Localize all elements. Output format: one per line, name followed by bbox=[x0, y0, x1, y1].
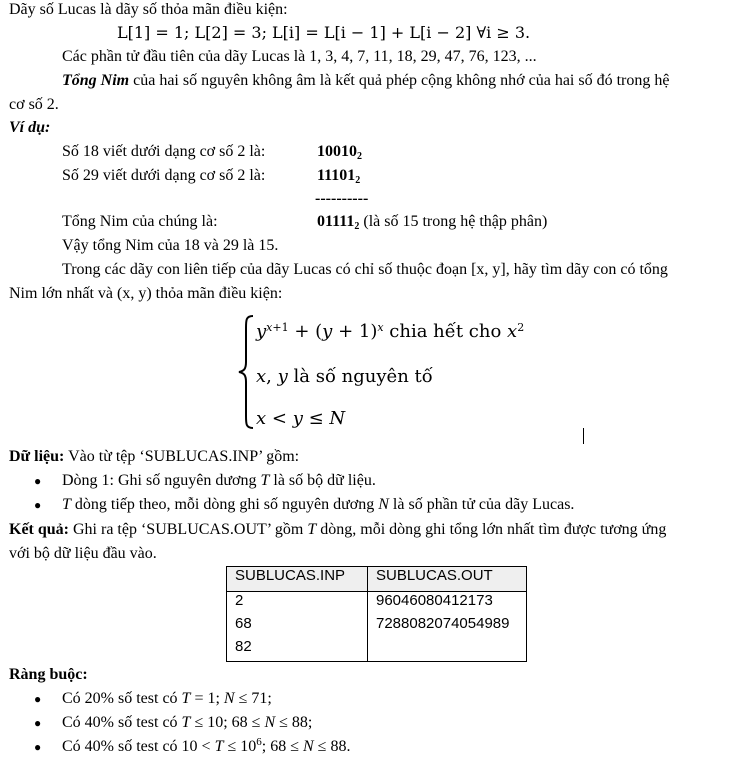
example-row3-label: Tổng Nim của chúng là: bbox=[62, 213, 218, 230]
table-header-row bbox=[227, 567, 527, 592]
example-separator bbox=[315, 189, 368, 209]
bullet-icon: ● bbox=[34, 740, 42, 754]
condition-3: x < y ≤ N bbox=[256, 408, 346, 429]
input-heading: Dữ liệu: bbox=[9, 448, 65, 465]
example-conclusion: Vậy tổng Nim của 18 và 29 là 15. bbox=[62, 237, 279, 254]
intro-line: Dãy số Lucas là dãy số thỏa mãn điều kiện: bbox=[9, 1, 288, 18]
table-row bbox=[227, 638, 527, 662]
bullet-icon: ● bbox=[34, 498, 42, 512]
input-text: Vào từ tệp ‘SUBLUCAS.INP’ gồm: bbox=[64, 448, 300, 465]
base-sub: 2 bbox=[355, 175, 361, 186]
base-sub: 2 bbox=[357, 151, 362, 162]
nim-def-text: của hai số nguyên không âm là kết quả phép cộng không nhớ của hai số đó trong hệ bbox=[129, 72, 670, 89]
text-cursor bbox=[583, 428, 584, 444]
task-line-2: Nim lớn nhất và (x, y) thỏa mãn điều kiện: bbox=[9, 285, 283, 302]
table-cell: 68 bbox=[227, 615, 368, 638]
input-section bbox=[9, 447, 299, 467]
nim-definition bbox=[62, 71, 669, 91]
table-cell: 2 bbox=[227, 592, 368, 616]
first-terms: Các phần tử đầu tiên của dãy Lucas là 1, 3, 4, 7, 11, 18, 29, 47, 76, 123, ... bbox=[62, 48, 537, 65]
recurrence-text: L[1] = 1; L[2] = 3; L[i] = L[i − 1] + L[i − 2] ∀i ≥ 3. bbox=[117, 23, 531, 42]
bullet-icon: ● bbox=[34, 692, 42, 706]
constraints-heading-text: Ràng buộc: bbox=[9, 666, 88, 683]
constraint-3: Có 40% số test có $10 < T \le 10^6$; 68 ≤ N ≤ 88. bbox=[62, 736, 351, 755]
table-header-inp: SUBLUCAS.INP bbox=[227, 567, 368, 592]
example-heading bbox=[9, 118, 50, 138]
output-section: Kết quả: Ghi ra tệp ‘SUBLUCAS.OUT’ gồm T dòng, mỗi dòng ghi tổng lớn nhất tìm được tương ứng bbox=[9, 521, 667, 538]
example-row2-label: Số 29 viết dưới dạng cơ số 2 là: bbox=[62, 167, 266, 184]
table-row bbox=[227, 615, 527, 638]
example-row1-value bbox=[317, 142, 362, 162]
table-header-out: SUBLUCAS.OUT bbox=[368, 567, 527, 592]
base-sub: 2 bbox=[354, 221, 360, 232]
constraint-1: Có 20% số test có T = 1; N ≤ 71; bbox=[62, 690, 272, 707]
example-heading-text: Ví dụ: bbox=[9, 119, 51, 136]
constraint-2: Có 40% số test có T ≤ 10; 68 ≤ N ≤ 88; bbox=[62, 714, 313, 731]
table-cell: 96046080412173 bbox=[368, 592, 527, 616]
output-heading: Kết quả: bbox=[9, 521, 69, 538]
bullet-icon: ● bbox=[34, 474, 42, 488]
table-cell: 7288082074054989 bbox=[368, 615, 527, 638]
example-row2-value bbox=[317, 166, 360, 186]
bin-18: 10010 bbox=[317, 143, 357, 160]
nim-note: (là số 15 trong hệ thập phân) bbox=[359, 213, 548, 230]
constraints-heading bbox=[9, 665, 88, 685]
condition-1: $y^{x+1} + (y + 1)^x$ chia hết cho $x^2$ bbox=[256, 321, 525, 342]
nim-term: Tổng Nim bbox=[62, 72, 130, 89]
bullet-icon: ● bbox=[34, 716, 42, 730]
condition-2: x, y là số nguyên tố bbox=[256, 366, 433, 387]
bin-nim: 01111 bbox=[317, 213, 355, 230]
task-line-1: Trong các dãy con liên tiếp của dãy Lucas có chỉ số thuộc đoạn [x, y], hãy tìm dãy con có tổng bbox=[62, 261, 668, 278]
left-brace-icon bbox=[236, 312, 256, 432]
input-bullet-2: T dòng tiếp theo, mỗi dòng ghi số nguyên dương N là số phần tử của dãy Lucas. bbox=[62, 496, 575, 513]
input-bullet-1: Dòng 1: Ghi số nguyên dương T là số bộ dữ liệu. bbox=[62, 472, 376, 489]
table-cell bbox=[368, 638, 527, 662]
example-row3-value bbox=[317, 212, 547, 232]
nim-definition-cont: cơ số 2. bbox=[9, 96, 59, 113]
output-line-2: với bộ dữ liệu đầu vào. bbox=[9, 545, 157, 562]
separator-text: ---------- bbox=[315, 190, 369, 207]
io-example-table bbox=[226, 566, 527, 662]
bin-29: 11101 bbox=[317, 167, 356, 184]
table-cell: 82 bbox=[227, 638, 368, 662]
example-row1-label: Số 18 viết dưới dạng cơ số 2 là: bbox=[62, 143, 266, 160]
recurrence-formula bbox=[117, 23, 530, 43]
table-row bbox=[227, 592, 527, 616]
